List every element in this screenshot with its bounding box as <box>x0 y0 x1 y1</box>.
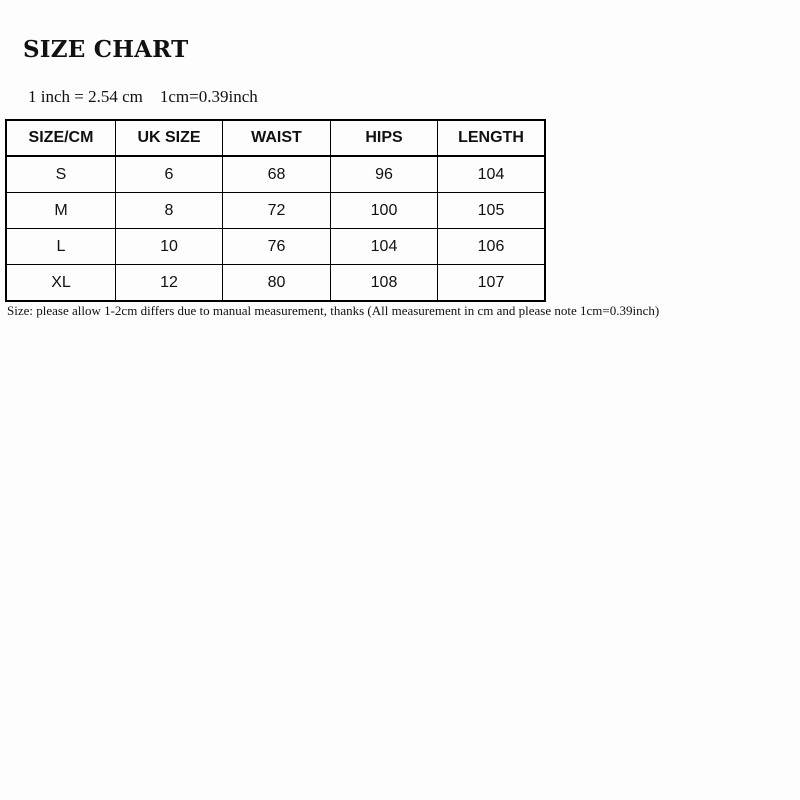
column-header-size-cm: SIZE/CM <box>6 120 116 156</box>
table-row <box>6 193 545 229</box>
table-cell-length: 107 <box>438 265 546 302</box>
column-header-uk-size: UK SIZE <box>116 120 223 156</box>
table-cell-size: L <box>6 229 116 265</box>
table-row <box>6 229 545 265</box>
column-header-length: LENGTH <box>438 120 546 156</box>
size-chart-table <box>5 119 546 302</box>
table-cell-length: 106 <box>438 229 546 265</box>
table-cell-length: 104 <box>438 156 546 193</box>
table-cell-waist: 68 <box>223 156 331 193</box>
table-cell-hips: 104 <box>331 229 438 265</box>
table-row <box>6 156 545 193</box>
table-cell-size: S <box>6 156 116 193</box>
column-header-waist: WAIST <box>223 120 331 156</box>
table-cell-hips: 96 <box>331 156 438 193</box>
table-cell-size: XL <box>6 265 116 302</box>
table-cell-uk-size: 12 <box>116 265 223 302</box>
table-cell-waist: 76 <box>223 229 331 265</box>
table-cell-uk-size: 10 <box>116 229 223 265</box>
table-cell-size: M <box>6 193 116 229</box>
column-header-hips: HIPS <box>331 120 438 156</box>
unit-conversion-text: 1 inch = 2.54 cm 1cm=0.39inch <box>28 87 258 106</box>
table-cell-hips: 100 <box>331 193 438 229</box>
table-cell-uk-size: 6 <box>116 156 223 193</box>
table-cell-uk-size: 8 <box>116 193 223 229</box>
measurement-note: Size: please allow 1-2cm differs due to manual measurement, thanks (All measurement in cm and please note 1cm=0.39inch) <box>7 303 660 318</box>
table-cell-length: 105 <box>438 193 546 229</box>
table-cell-hips: 108 <box>331 265 438 302</box>
table-header-row <box>6 120 545 156</box>
table-row <box>6 265 545 302</box>
table-cell-waist: 80 <box>223 265 331 302</box>
page-title: SIZE CHART <box>23 36 189 63</box>
table-cell-waist: 72 <box>223 193 331 229</box>
